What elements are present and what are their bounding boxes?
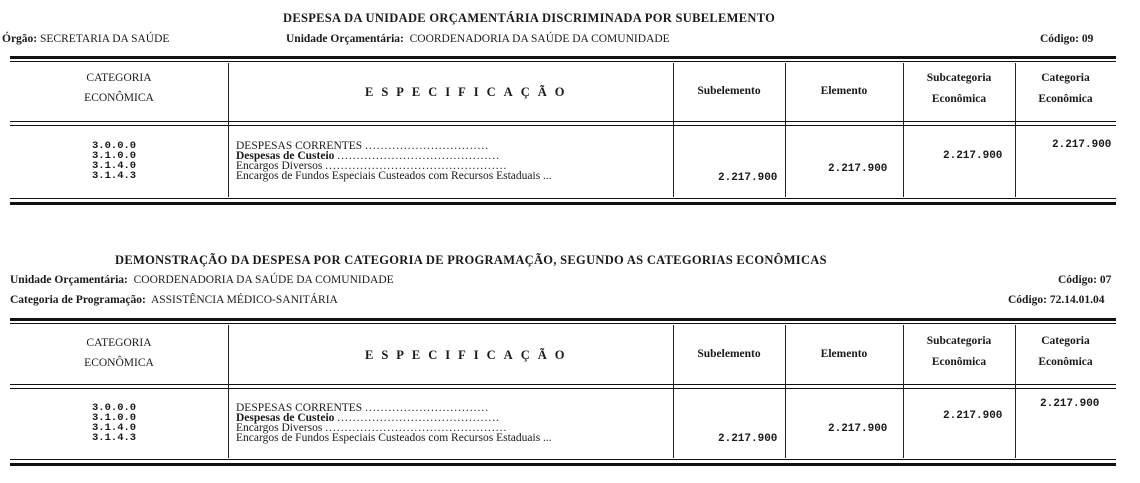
- table2-bottom-rule-inner: [10, 459, 1116, 460]
- codigo-label: Código:: [1040, 33, 1079, 45]
- header-categoria-economica: [1015, 72, 1116, 105]
- table1-header-rule: [10, 121, 1116, 122]
- header-categoria: [10, 72, 228, 104]
- header2-subcategoria-l1: Subcategoria: [926, 335, 992, 347]
- value2-categoria: 2.217.900: [1040, 398, 1100, 410]
- row-code: 3.1.4.3: [92, 170, 137, 182]
- header-cat-l2: Econômica: [1038, 93, 1093, 105]
- header2-categoria: [10, 337, 228, 369]
- header2-especificacao: ESPECIFICAÇÃO: [365, 348, 573, 362]
- unidade-line: [286, 33, 670, 45]
- value2-elemento: 2.217.900: [828, 423, 888, 435]
- header-categoria-l1: CATEGORIA: [86, 72, 152, 84]
- orgao-label: Órgão:: [2, 33, 38, 45]
- header-cat-l1: Categoria: [1041, 72, 1090, 84]
- header-subcategoria: [903, 72, 1015, 105]
- row-code: 3.1.4.3: [92, 432, 137, 444]
- header2-cat-l2: Econômica: [1038, 356, 1093, 368]
- codigo1-line: [1058, 274, 1111, 286]
- row-code: 3.1.0.0: [92, 412, 137, 424]
- catprog-line: [10, 294, 338, 306]
- table2-top-rule: [10, 318, 1116, 321]
- table2-col-divider: [673, 325, 674, 458]
- unidade2-value: COORDENADORIA DA SAÚDE DA COMUNIDADE: [133, 274, 394, 286]
- row-desc: Encargos Diversos: [236, 160, 323, 172]
- value2-subelemento: 2.217.900: [718, 433, 778, 445]
- value-categoria: 2.217.900: [1052, 139, 1112, 151]
- table2-header-rule-2: [10, 388, 1116, 389]
- section1-title: DESPESA DA UNIDADE ORÇAMENTÁRIA DISCRIMINADA POR SUBELEMENTO: [283, 11, 776, 25]
- unidade2-line: [10, 274, 394, 286]
- table1-bottom-rule-inner: [10, 198, 1116, 199]
- header2-categoria-l2: ECONÔMICA: [84, 357, 154, 369]
- table2-col-divider: [228, 325, 229, 458]
- table1-header-rule-2: [10, 125, 1116, 126]
- header2-categoria-economica: [1015, 335, 1116, 368]
- row-desc: Encargos de Fundos Especiais Custeados com Recursos Estaduais: [236, 170, 541, 182]
- table1-col-divider: [228, 63, 229, 197]
- header-subcategoria-l1: Subcategoria: [926, 72, 992, 84]
- row-code: 3.1.0.0: [92, 150, 137, 162]
- row-desc: DESPESAS CORRENTES: [236, 402, 363, 414]
- table1-col-divider: [785, 63, 786, 197]
- header-subelemento: Subelemento: [697, 85, 761, 97]
- table2-col-divider: [785, 325, 786, 458]
- catprog-value: ASSISTÊNCIA MÉDICO-SANITÁRIA: [150, 294, 338, 306]
- header-subcategoria-l2: Econômica: [931, 93, 987, 105]
- row-code: 3.0.0.0: [92, 402, 137, 414]
- codigo1-value: 07: [1099, 274, 1112, 286]
- row-code: 3.1.4.0: [92, 422, 137, 434]
- table1-top-rule-inner: [10, 61, 1116, 62]
- row-desc: Encargos Diversos: [236, 422, 323, 434]
- header2-subcategoria-l2: Econômica: [931, 356, 987, 368]
- table2-top-rule-inner: [10, 323, 1116, 324]
- header2-categoria-l1: CATEGORIA: [86, 337, 152, 349]
- codigo-value: 09: [1081, 33, 1094, 45]
- header2-elemento: Elemento: [820, 348, 868, 360]
- table2-codes: [92, 403, 136, 443]
- section2-title: DEMONSTRAÇÃO DA DESPESA POR CATEGORIA DE PROGRAMAÇÃO, SEGUNDO AS CATEGORIAS ECONÔMICAS: [115, 253, 827, 267]
- header2-subelemento: Subelemento: [697, 348, 761, 360]
- orgao-line: [2, 33, 169, 45]
- codigo1-label: Código:: [1058, 274, 1097, 286]
- row-desc: Despesas de Custeio: [236, 412, 335, 424]
- codigo2-line: [1008, 294, 1104, 306]
- unidade-value: COORDENADORIA DA SAÚDE DA COMUNIDADE: [409, 33, 670, 45]
- row-code: 3.1.4.0: [92, 160, 137, 172]
- table2-descriptions: DESPESAS CORRENTES ................................ Despesas de Custeio .......................................... Encargos Diversos ............................................... Encargos de Fundos Especiais Custeados com Recursos Estaduais ...: [236, 402, 552, 444]
- header-elemento: Elemento: [820, 85, 868, 97]
- value2-subcategoria: 2.217.900: [943, 410, 1003, 422]
- table1-col-divider: [673, 63, 674, 197]
- unidade2-label: Unidade Orçamentária:: [10, 274, 128, 286]
- table1-descriptions: DESPESAS CORRENTES ................................ Despesas de Custeio .......................................... Encargos Diversos ............................................... Encargos de Fundos Especiais Custeados com Recursos Estaduais ...: [236, 140, 552, 182]
- header2-subcategoria: [903, 335, 1015, 368]
- header-especificacao: ESPECIFICAÇÃO: [365, 85, 573, 99]
- value-subelemento: 2.217.900: [718, 172, 778, 184]
- row-desc: DESPESAS CORRENTES: [236, 140, 363, 152]
- value-elemento: 2.217.900: [828, 163, 888, 175]
- catprog-label: Categoria de Programação:: [10, 294, 146, 306]
- unidade-label: Unidade Orçamentária:: [286, 33, 404, 45]
- row-desc: Despesas de Custeio: [236, 150, 335, 162]
- table1-top-rule: [10, 56, 1116, 59]
- table2-header-rule: [10, 384, 1116, 385]
- codigo2-label: Código:: [1008, 294, 1047, 306]
- orgao-value: SECRETARIA DA SAÚDE: [40, 33, 170, 45]
- table2-bottom-rule: [10, 463, 1116, 466]
- row-code: 3.0.0.0: [92, 140, 137, 152]
- codigo-line: [1040, 33, 1093, 45]
- value-subcategoria: 2.217.900: [943, 150, 1003, 162]
- header2-cat-l1: Categoria: [1041, 335, 1090, 347]
- row-desc: Encargos de Fundos Especiais Custeados com Recursos Estaduais: [236, 432, 541, 444]
- codigo2-value: 72.14.01.04: [1049, 294, 1105, 306]
- table1-codes: [92, 141, 136, 181]
- header-categoria-l2: ECONÔMICA: [84, 92, 154, 104]
- table1-bottom-rule: [10, 202, 1116, 205]
